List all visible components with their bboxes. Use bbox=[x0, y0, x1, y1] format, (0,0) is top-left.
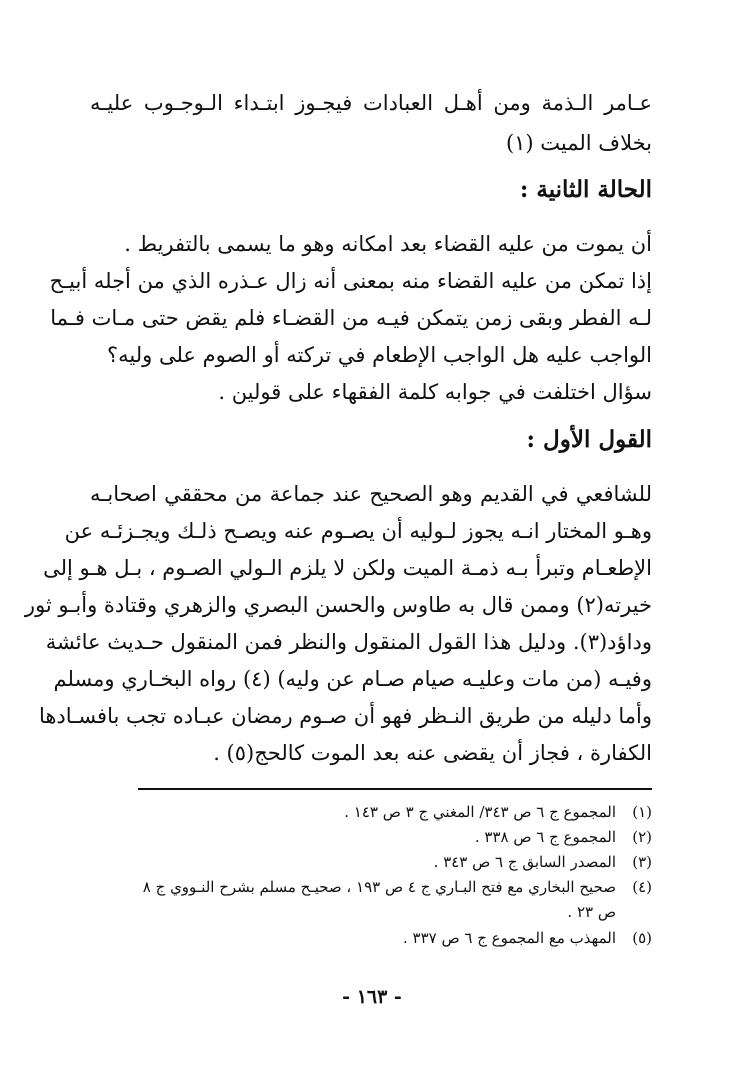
footnote-number: (٢) bbox=[632, 828, 652, 846]
footnote-number: (١) bbox=[632, 803, 652, 821]
body-line: وهـو المختار انـه يجوز لـوليه أن يصـوم عنه ويصـح ذلـك ويجـزئـه عن bbox=[64, 519, 652, 543]
footnote-number: (٣) bbox=[632, 853, 652, 871]
body-line: للشافعي في القديم وهو الصحيح عند جماعة من محققي اصحابـه bbox=[90, 482, 652, 506]
page-number: - ١٦٣ - bbox=[342, 986, 402, 1008]
body-line: وداؤد(٣). ودليل هذا القول المنقول والنظر فمن المنقول حـديث عائشة bbox=[45, 630, 652, 654]
body-line: سؤال اختلفت في جوابه كلمة الفقهاء على قولين . bbox=[218, 380, 652, 404]
footnote-continuation bbox=[92, 900, 652, 924]
footnote-text: المجموع ج ٦ ص ٣٣٨ . bbox=[474, 828, 616, 846]
section-heading-second-case: الحالة الثانية : bbox=[519, 176, 652, 203]
body-line: وأما دليله من طريق النـظر فهو أن صـوم رمضان عبـاده تجب بافسـادها bbox=[38, 704, 652, 728]
footnote-text: ص ٢٣ . bbox=[567, 903, 616, 921]
footnote-number: (٥) bbox=[632, 929, 652, 947]
footnote-number: (٤) bbox=[632, 878, 652, 896]
body-line: الإطعـام وتبرأ بـه ذمـة الميت ولكن لا يلزم الـولي الصـوم ، بـل هـو إلى bbox=[43, 556, 652, 580]
body-line: وفيـه (من مات وعليـه صيام صـام عن وليه) (٤) رواه البخـاري ومسلم bbox=[53, 667, 652, 691]
footnote-text: المجموع ج ٦ ص ٣٤٣/ المغني ج ٣ ص ١٤٣ . bbox=[344, 803, 616, 821]
footnote-text: المصدر السابق ج ٦ ص ٣٤٣ . bbox=[433, 853, 616, 871]
body-line: لـه الفطر وبقى زمن يتمكن فيـه من القضـاء فلم يقض حتى مـات فـما bbox=[50, 306, 652, 330]
body-line: أن يموت من عليه القضاء بعد امكانه وهو ما يسمى بالتفريط . bbox=[124, 232, 652, 256]
body-line: عـامر الـذمة ومن أهـل العبادات فيجـوز ابتـداء الـوجـوب عليـه bbox=[90, 91, 652, 115]
footnote bbox=[92, 850, 652, 874]
footnote bbox=[92, 926, 652, 950]
footnote bbox=[92, 875, 652, 899]
footnote bbox=[92, 800, 652, 824]
body-line: الواجب عليه هل الواجب الإطعام في تركته أو الصوم على وليه؟ bbox=[106, 343, 652, 367]
section-heading-first-opinion: القول الأول : bbox=[526, 426, 652, 453]
body-line: خيرته(٢) وممن قال به طاوس والحسن البصري والزهري وقتادة وأبـو ثور bbox=[24, 593, 652, 617]
footnote bbox=[92, 825, 652, 849]
footnote-text: صحيح البخاري مع فتح البـاري ج ٤ ص ١٩٣ ، صحيـح مسلم بشرح النـووي ج ٨ bbox=[142, 878, 616, 896]
footnote-divider bbox=[138, 788, 652, 790]
body-line: الكفارة ، فجاز أن يقضى عنه بعد الموت كالحج(٥) . bbox=[213, 741, 652, 765]
footnote-text: المهذب مع المجموع ج ٦ ص ٣٣٧ . bbox=[402, 929, 616, 947]
body-line: بخلاف الميت (١) bbox=[505, 131, 652, 155]
body-line: إذا تمكن من عليه القضاء منه بمعنى أنه زال عـذره الذي من أجله أبيـح bbox=[49, 269, 652, 293]
